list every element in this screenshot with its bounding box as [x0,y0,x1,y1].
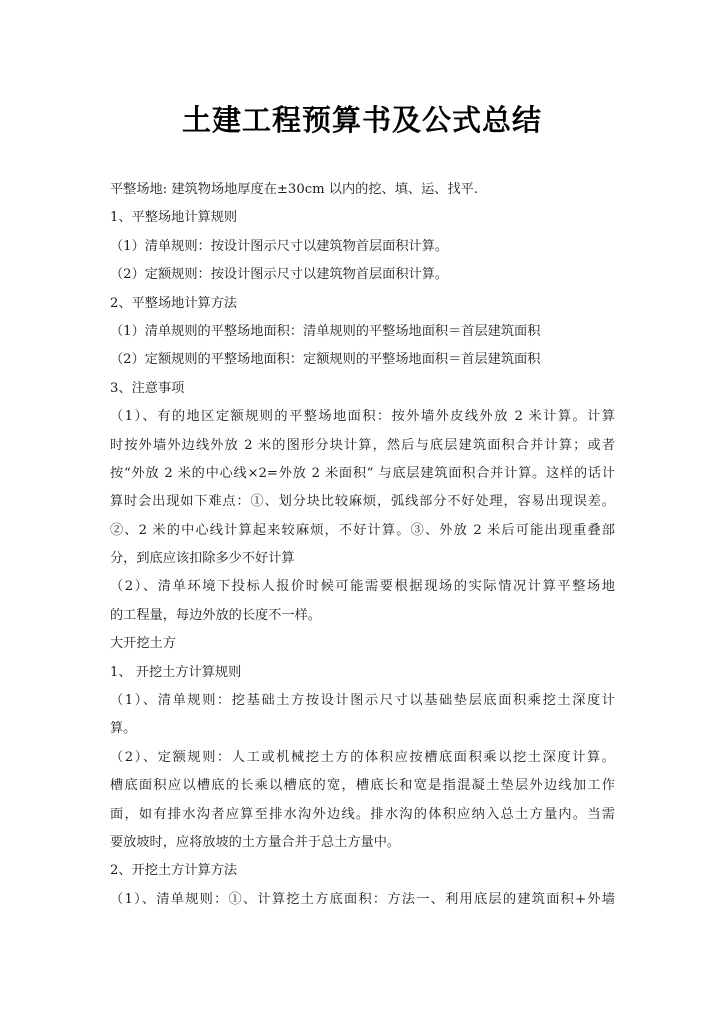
text-line: 大开挖土方 [110,636,176,652]
text-line: （1）、清单规则：①、计算挖土方底面积：方法一、利用底层的建筑面积+外墙 [110,891,615,907]
text-line: 的工程量，每边外放的长度不一样。 [110,607,321,623]
text-line: 平整场地: 建筑物场地厚度在±30cm 以内的挖、填、运、找平. [110,182,479,197]
text-line: 时按外墙外边线外放 2 米的图形分块计算，然后与底层建筑面积合并计算；或者 [110,437,615,453]
document-body [110,176,615,914]
text-line: ②、2 米的中心线计算起来较麻烦，不好计算。③、外放 2 米后可能出现重叠部 [110,522,615,538]
text-line: （1）清单规则：按设计图示尺寸以建筑物首层面积计算。 [110,238,449,254]
text-line: （1）、有的地区定额规则的平整场地面积：按外墙外皮线外放 2 米计算。计算 [110,409,615,425]
text-line: 2、开挖土方计算方法 [110,863,238,879]
text-line: 3、注意事项 [110,380,185,396]
text-line: 算时会出现如下难点：①、划分块比较麻烦，弧线部分不好处理，容易出现误差。 [110,494,615,510]
text-line: 槽底面积应以槽底的长乘以槽底的宽，槽底长和宽是指混凝土垫层外边线加工作 [110,778,615,794]
text-line: （2）、定额规则：人工或机械挖土方的体积应按槽底面积乘以挖土深度计算。 [110,749,615,765]
text-line: 面，如有排水沟者应算至排水沟外边线。排水沟的体积应纳入总土方量内。当需 [110,806,615,822]
document-title: 土建工程预算书及公式总结 [181,103,542,137]
text-line: （1）清单规则的平整场地面积：清单规则的平整场地面积＝首层建筑面积 [110,323,541,339]
text-line: （1）、清单规则：挖基础土方按设计图示尺寸以基础垫层底面积乘挖土深度计 [110,693,615,709]
text-line: （2）定额规则的平整场地面积：定额规则的平整场地面积＝首层建筑面积 [110,352,541,368]
text-line: 要放坡时，应将放坡的土方量合并于总土方量中。 [110,834,401,850]
text-line: 1、 开挖土方计算规则 [110,664,242,680]
text-line: （2）、清单环境下投标人报价时候可能需要根据现场的实际情况计算平整场地 [110,579,615,595]
text-line: 1、平整场地计算规则 [110,210,238,226]
text-line: 2、平整场地计算方法 [110,295,238,311]
text-line: 按“外放 2 米的中心线×2=外放 2 米面积” 与底层建筑面积合并计算。这样的话计 [110,465,615,481]
text-line: （2）定额规则：按设计图示尺寸以建筑物首层面积计算。 [110,267,449,283]
text-line: 算。 [110,721,137,737]
text-line: 分，到底应该扣除多少不好计算 [110,551,295,567]
